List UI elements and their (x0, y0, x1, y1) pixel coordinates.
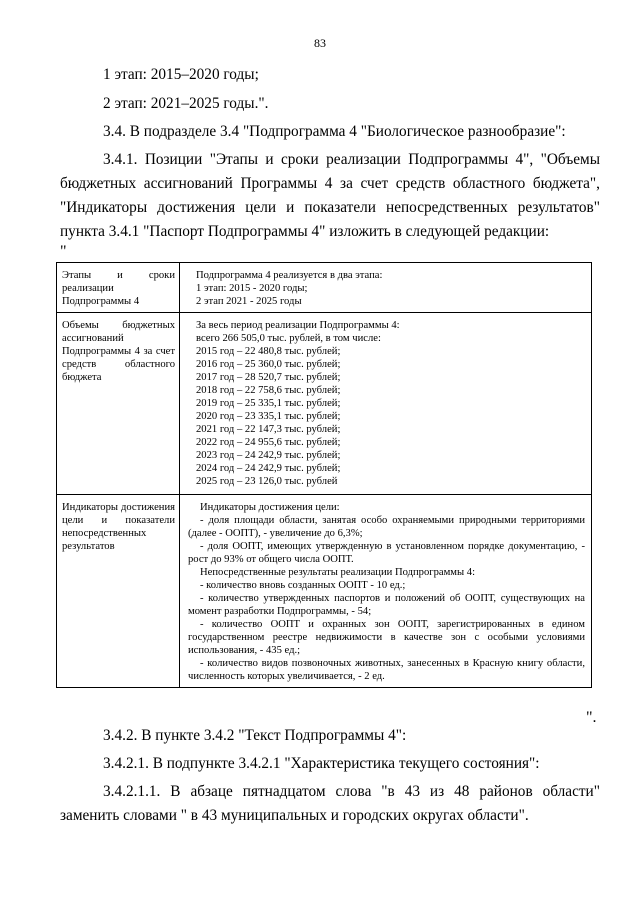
indicators-line: - количество ООПТ и охранных зон ООПТ, зарегистрированных в едином государственном реестре недвижимости в качестве зон с особыми условиями использования, - 435 ед.; (188, 619, 585, 656)
indicators-line: Непосредственные результаты реализации Подпрограммы 4: (200, 567, 476, 578)
budget-year-line: 2022 год – 24 955,6 тыс. рублей; (196, 437, 341, 448)
budget-year-line: 2023 год – 24 242,9 тыс. рублей; (196, 450, 341, 461)
budget-year-line: 2024 год – 24 242,9 тыс. рублей; (196, 463, 341, 474)
stage-2-line: 2 этап: 2021–2025 годы.". (103, 95, 269, 112)
budget-year-line: 2015 год – 22 480,8 тыс. рублей; (196, 346, 341, 357)
stages-line: Подпрограмма 4 реализуется в два этапа: (196, 270, 383, 281)
section-3-4-2-1-1-paragraph: 3.4.2.1.1. В абзаце пятнадцатом слова "в 43 из 48 районов области" заменить словами " в 43 муниципальных и городских округах области". (60, 783, 600, 824)
passport-table (56, 262, 592, 688)
indicators-value (180, 495, 592, 688)
table-row (57, 495, 592, 688)
section-3-4-paragraph: 3.4. В подразделе 3.4 "Подпрограмма 4 "Биологическое разнообразие": (103, 123, 566, 140)
budget-year-line: 2021 год – 22 147,3 тыс. рублей; (196, 424, 341, 435)
stages-line: 1 этап: 2015 - 2020 годы; (196, 283, 308, 294)
budget-year-line: 2019 год – 25 335,1 тыс. рублей; (196, 398, 341, 409)
stages-line: 2 этап 2021 - 2025 годы (196, 296, 302, 307)
stages-value (180, 263, 592, 313)
budget-line: За весь период реализации Подпрограммы 4: (196, 320, 400, 331)
indicators-line: - доля ООПТ, имеющих утвержденную в установленном порядке документацию, - рост до 93% от общего числа ООПТ. (188, 541, 585, 565)
budget-value (180, 313, 592, 495)
indicators-line: - количество утвержденных паспортов и положений об ООПТ, существующих на момент разработки Подпрограммы, - 54; (188, 593, 585, 617)
stages-label: Этапы и сроки реализации Подпрограммы 4 (57, 263, 180, 313)
stage-1-line: 1 этап: 2015–2020 годы; (103, 66, 259, 83)
budget-label: Объемы бюджетных ассигнований Подпрограммы 4 за счет средств областного бюджета (57, 313, 180, 495)
section-3-4-2-paragraph: 3.4.2. В пункте 3.4.2 "Текст Подпрограммы 4": (103, 727, 407, 744)
budget-year-line: 2016 год – 25 360,0 тыс. рублей; (196, 359, 341, 370)
budget-year-line: 2018 год – 22 758,6 тыс. рублей; (196, 385, 341, 396)
budget-year-line: 2020 год – 23 335,1 тыс. рублей; (196, 411, 341, 422)
indicators-line: - доля площади области, занятая особо охраняемыми природными территориями (далее - ООПТ), - увеличение до 6,3%; (188, 515, 585, 539)
table-row (57, 263, 592, 313)
budget-line: всего 266 505,0 тыс. рублей, в том числе: (196, 333, 381, 344)
section-3-4-2-1-paragraph: 3.4.2.1. В подпункте 3.4.2.1 "Характеристика текущего состояния": (103, 755, 540, 772)
table-row (57, 313, 592, 495)
indicators-line: - количество видов позвоночных животных, занесенных в Красную книгу области, численность которых увеличивается, - 2 ед. (188, 658, 585, 682)
opening-quote: " (60, 243, 67, 260)
section-3-4-1-paragraph: 3.4.1. Позиции "Этапы и сроки реализации Подпрограммы 4", "Объемы бюджетных ассигнований Программы 4 за счет средств областного бюджета", "Индикаторы достижения цели и показатели непосредственных результатов" пункта 3.4.1 "Паспорт Подпрограммы 4" изложить в следующей редакции: (60, 151, 600, 240)
indicators-line: - количество вновь созданных ООПТ - 10 ед.; (200, 580, 406, 591)
closing-quote: ". (586, 709, 597, 726)
indicators-line: Индикаторы достижения цели: (200, 502, 340, 513)
page-number: 83 (314, 36, 326, 50)
budget-year-line: 2025 год – 23 126,0 тыс. рублей (196, 476, 338, 487)
indicators-label: Индикаторы достижения цели и показатели непосредственных результатов (57, 495, 180, 688)
budget-year-line: 2017 год – 28 520,7 тыс. рублей; (196, 372, 341, 383)
